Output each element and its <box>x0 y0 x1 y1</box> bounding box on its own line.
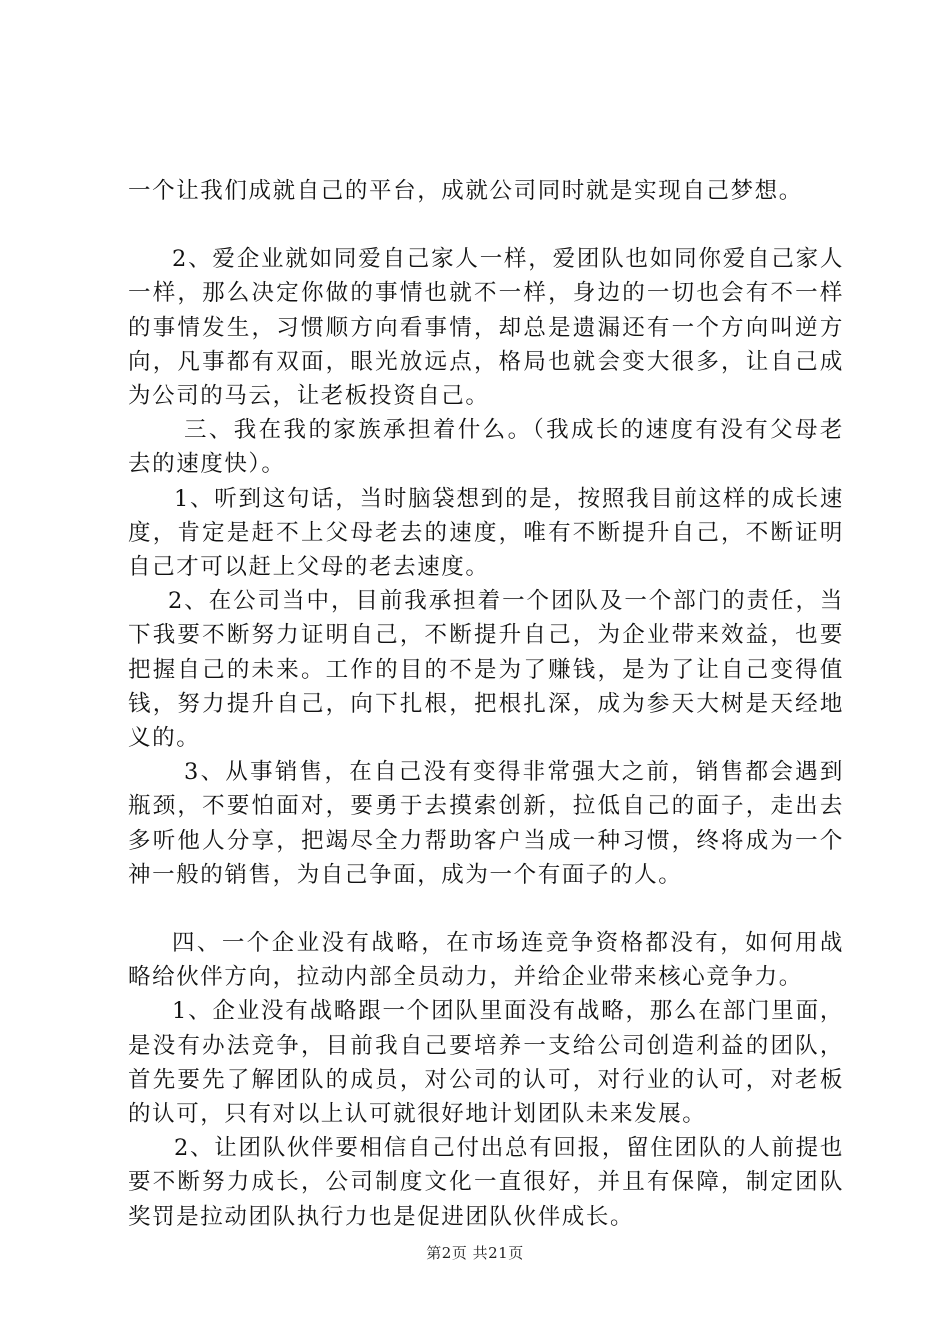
section-heading-four: 四、一个企业没有战略，在市场连竞争资格都没有，如何用战略给伙伴方向，拉动内部全员动力，并给企业带来核心竞争力。 <box>128 930 844 991</box>
paragraph-love-enterprise: 2、爱企业就如同爱自己家人一样，爱团队也如同你爱自己家人一样，那么决定你做的事情也就不一样，身边的一切也会有不一样的事情发生，习惯顺方向看事情，却总是遗漏还有一个方向叫逆方向，凡事都有双面，眼光放远点，格局也就会变大很多，让自己成为公司的马云，让老板投资自己。 <box>128 246 844 410</box>
page-number-footer: 第2页 共21页 <box>426 1244 524 1262</box>
paragraph-parents-aging: 1、听到这句话，当时脑袋想到的是，按照我目前这样的成长速度，肯定是赶不上父母老去的速度，唯有不断提升自己，不断证明自己才可以赶上父母的老去速度。 <box>128 485 844 581</box>
paragraph-gap <box>128 892 844 926</box>
section-heading-three: 三、我在我的家族承担着什么。（我成长的速度有没有父母老去的速度快）。 <box>128 417 844 478</box>
document-body <box>128 174 844 1234</box>
paragraph-team-responsibility: 2、在公司当中，目前我承担着一个团队及一个部门的责任，当下我要不断努力证明自己，不断提升自己，为企业带来效益，也要把握自己的未来。工作的目的不是为了赚钱，是为了让自己变得值钱，努力提升自己，向下扎根，把根扎深，成为参天大树是天经地义的。 <box>128 588 844 752</box>
paragraph-sales: 3、从事销售，在自己没有变得非常强大之前，销售都会遇到瓶颈，不要怕面对，要勇于去摸索创新，拉低自己的面子，走出去多听他人分享，把竭尽全力帮助客户当成一种习惯，终将成为一个神一般的销售，为自己争面，成为一个有面子的人。 <box>128 759 844 888</box>
paragraph-strategy: 1、企业没有战略跟一个团队里面没有战略，那么在部门里面，是没有办法竞争，目前我自己要培养一支给公司创造利益的团队，首先要先了解团队的成员，对公司的认可，对行业的认可，对老板的认可，只有对以上认可就很好地计划团队未来发展。 <box>128 998 844 1128</box>
paragraph-continuation: 一个让我们成就自己的平台，成就公司同时就是实现自己梦想。 <box>128 178 803 204</box>
paragraph-team-growth: 2、让团队伙伴要相信自己付出总有回报，留住团队的人前提也要不断努力成长，公司制度文化一直很好，并且有保障，制定团队奖罚是拉动团队执行力也是促进团队伙伴成长。 <box>128 1135 844 1230</box>
paragraph-gap <box>128 208 844 242</box>
